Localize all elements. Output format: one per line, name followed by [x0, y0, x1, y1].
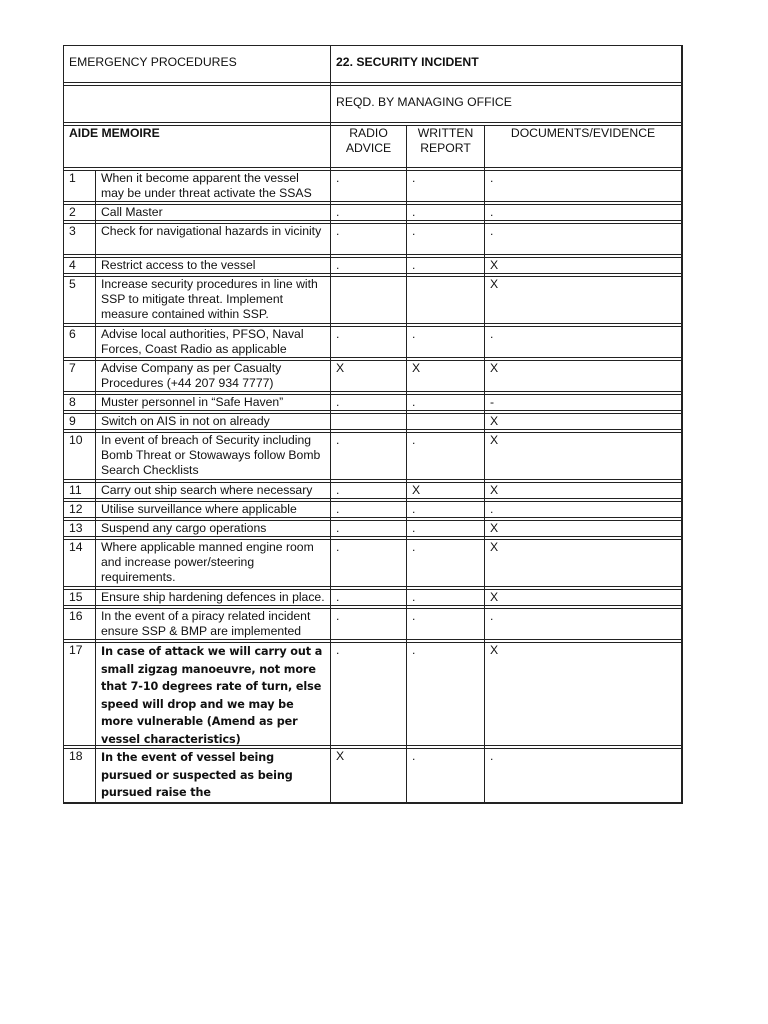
- radio-advice-mark: .: [331, 224, 407, 258]
- radio-advice-mark: .: [331, 540, 407, 590]
- radio-advice-mark: .: [331, 483, 407, 502]
- radio-advice-mark: .: [331, 171, 407, 205]
- step-number: 8: [64, 395, 96, 414]
- step-number: 1: [64, 171, 96, 205]
- radio-advice-mark: .: [331, 327, 407, 361]
- documents-evidence-mark: X: [485, 277, 681, 327]
- documents-evidence-mark: .: [490, 749, 494, 763]
- aide-memoire-heading: AIDE MEMOIRE: [64, 126, 331, 171]
- documents-evidence-mark: X: [485, 433, 681, 483]
- written-report-mark: .: [407, 540, 485, 590]
- step-number: 15: [64, 590, 96, 609]
- written-report-mark: [407, 277, 485, 327]
- written-report-mark: .: [407, 643, 485, 749]
- written-report-mark: X: [407, 361, 485, 395]
- radio-advice-mark: .: [331, 643, 407, 749]
- step-description: Advise local authorities, PFSO, Naval Forces, Coast Radio as applicable: [96, 327, 331, 361]
- step-description: Check for navigational hazards in vicinity: [96, 224, 331, 258]
- procedure-row: [64, 258, 681, 277]
- written-report-mark: X: [407, 483, 485, 502]
- written-report-mark: .: [407, 609, 485, 643]
- documents-evidence-mark: X: [485, 414, 681, 433]
- procedure-row: [64, 643, 681, 749]
- step-number: 16: [64, 609, 96, 643]
- step-description: Carry out ship search where necessary: [96, 483, 331, 502]
- step-description: Utilise surveillance where applicable: [96, 502, 331, 521]
- step-number: 13: [64, 521, 96, 540]
- documents-evidence-mark: X: [485, 643, 681, 749]
- written-report-mark: .: [407, 171, 485, 205]
- procedure-row: [64, 361, 681, 395]
- written-report-mark: .: [407, 502, 485, 521]
- incident-title: 22. SECURITY INCIDENT: [331, 46, 681, 86]
- procedure-row: [64, 749, 681, 802]
- procedure-row: [64, 502, 681, 521]
- written-report-mark: .: [407, 433, 485, 483]
- procedure-row: [64, 414, 681, 433]
- step-description: Call Master: [96, 205, 331, 224]
- procedure-row: [64, 433, 681, 483]
- step-number: 6: [64, 327, 96, 361]
- step-number: 5: [64, 277, 96, 327]
- procedure-row: [64, 171, 681, 205]
- step-description: In case of attack we will carry out a small zigzag manoeuvre, not more that 7-10 degrees rate of turn, else speed will drop and we may be more vulnerable (Amend as per vessel characteristics): [96, 643, 331, 749]
- step-number: 3: [64, 224, 96, 258]
- radio-advice-mark: X: [331, 361, 407, 395]
- written-report-mark: .: [407, 327, 485, 361]
- radio-advice-mark: .: [331, 258, 407, 277]
- written-report-mark: [407, 414, 485, 433]
- step-description: Switch on AIS in not on already: [96, 414, 331, 433]
- step-number: 4: [64, 258, 96, 277]
- radio-advice-heading: RADIO ADVICE: [331, 126, 407, 171]
- step-description: When it become apparent the vessel may be under threat activate the SSAS: [96, 171, 331, 205]
- step-description: Ensure ship hardening defences in place.: [96, 590, 331, 609]
- step-number: 14: [64, 540, 96, 590]
- step-description: Advise Company as per Casualty Procedures (+44 207 934 7777): [96, 361, 331, 395]
- step-description: Where applicable manned engine room and increase power/steering requirements.: [96, 540, 331, 590]
- documents-evidence-mark: .: [485, 609, 681, 643]
- written-report-heading: WRITTEN REPORT: [407, 126, 485, 171]
- documents-evidence-mark: X: [485, 521, 681, 540]
- radio-advice-mark: .: [331, 395, 407, 414]
- procedure-row: [64, 395, 681, 414]
- procedure-rows: [64, 171, 681, 802]
- documents-evidence-heading: DOCUMENTS/EVIDENCE: [485, 126, 681, 171]
- procedure-row: [64, 590, 681, 609]
- step-number: 12: [64, 502, 96, 521]
- documents-evidence-mark: X: [485, 483, 681, 502]
- documents-evidence-mark: .: [485, 224, 681, 258]
- radio-advice-mark: .: [331, 609, 407, 643]
- step-number: 10: [64, 433, 96, 483]
- managing-office-title: REQD. BY MANAGING OFFICE: [331, 86, 681, 126]
- documents-evidence-mark: .: [485, 327, 681, 361]
- step-number: 7: [64, 361, 96, 395]
- radio-advice-mark: .: [331, 521, 407, 540]
- documents-evidence-mark: -: [485, 395, 681, 414]
- procedure-row: [64, 205, 681, 224]
- step-description: Restrict access to the vessel: [96, 258, 331, 277]
- step-number: 9: [64, 414, 96, 433]
- documents-evidence-mark: .: [485, 205, 681, 224]
- procedures-title: EMERGENCY PROCEDURES: [64, 46, 331, 86]
- procedure-row: [64, 327, 681, 361]
- written-report-mark: .: [407, 395, 485, 414]
- written-report-mark: .: [407, 521, 485, 540]
- documents-evidence-mark: X: [485, 258, 681, 277]
- security-incident-form: [63, 45, 683, 804]
- radio-advice-mark: .: [331, 205, 407, 224]
- documents-evidence-mark: .: [485, 171, 681, 205]
- procedure-row: [64, 277, 681, 327]
- procedure-row: [64, 483, 681, 502]
- procedure-row: [64, 540, 681, 590]
- documents-evidence-mark: X: [485, 590, 681, 609]
- radio-advice-mark: .: [331, 502, 407, 521]
- radio-advice-mark: .: [331, 590, 407, 609]
- blank-header-cell: [64, 86, 331, 126]
- step-description: In event of breach of Security including Bomb Threat or Stowaways follow Bomb Search Checklists: [96, 433, 331, 483]
- radio-advice-mark: X: [331, 749, 407, 802]
- procedure-row: [64, 224, 681, 258]
- written-report-mark: .: [407, 258, 485, 277]
- written-report-mark: .: [407, 205, 485, 224]
- documents-evidence-mark: X: [485, 361, 681, 395]
- step-number: 18: [64, 749, 96, 802]
- procedure-row: [64, 609, 681, 643]
- step-description: In the event of a piracy related incident ensure SSP & BMP are implemented: [96, 609, 331, 643]
- step-number: 17: [64, 643, 96, 749]
- documents-evidence-mark: .: [485, 502, 681, 521]
- step-description: Muster personnel in “Safe Haven”: [96, 395, 331, 414]
- step-description: Suspend any cargo operations: [96, 521, 331, 540]
- written-report-mark: .: [407, 590, 485, 609]
- step-description: In the event of vessel being pursued or suspected as being pursued raise the: [96, 749, 331, 802]
- procedure-row: [64, 521, 681, 540]
- step-number: 2: [64, 205, 96, 224]
- documents-evidence-mark: X: [485, 540, 681, 590]
- written-report-mark: .: [407, 749, 485, 802]
- radio-advice-mark: .: [331, 433, 407, 483]
- written-report-mark: .: [407, 224, 485, 258]
- step-description: Increase security procedures in line with SSP to mitigate threat. Implement measure contained within SSP.: [96, 277, 331, 327]
- radio-advice-mark: [331, 414, 407, 433]
- step-number: 11: [64, 483, 96, 502]
- radio-advice-mark: [331, 277, 407, 327]
